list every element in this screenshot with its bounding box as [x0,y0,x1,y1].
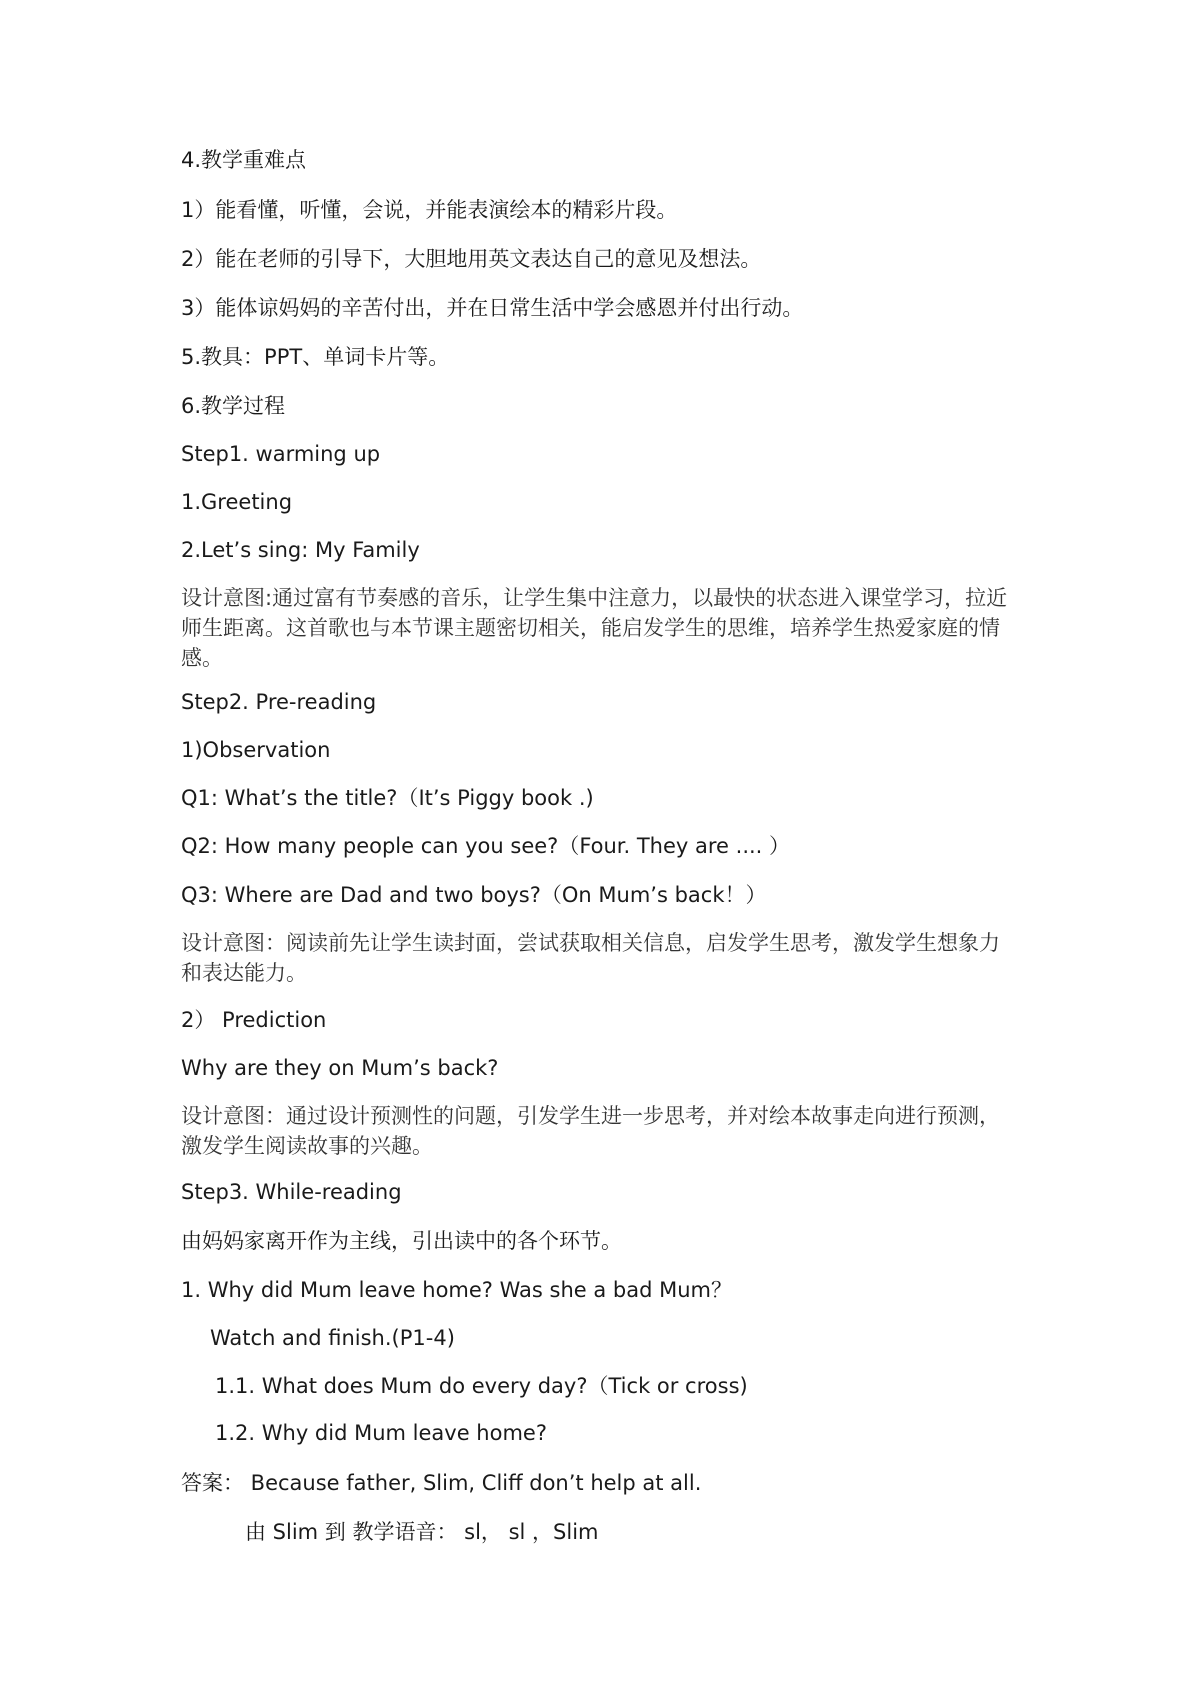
design-intent-3: 设计意图：通过设计预测性的问题，引发学生进一步思考，并对绘本故事走向进行预测，激发学生阅读故事的兴趣。 [181,1104,1000,1158]
step3-heading: Step3. While-reading [181,1180,402,1204]
step3-question-1: 1. Why did Mum leave home? Was she a bad Mum？ [181,1278,733,1302]
question-1: Q1: What’s the title?（It’s Piggy book .) [181,786,594,810]
step2-prediction: 2） Prediction [181,1008,327,1032]
step2-observation: 1)Observation [181,738,331,762]
section-heading-process: 6.教学过程 [181,394,286,418]
phonics-line: 由 Slim 到 教学语音： sl， sl ，Slim [245,1520,599,1544]
design-intent-1: 设计意图:通过富有节奏感的音乐，让学生集中注意力，以最快的状态进入课堂学习，拉近师生距离。这首歌也与本节课主题密切相关，能启发学生的思维，培养学生热爱家庭的情感。 [181,586,1008,670]
section-heading-key-points: 4.教学重难点 [181,148,307,172]
key-point-3: 3）能体谅妈妈的辛苦付出，并在日常生活中学会感恩并付出行动。 [181,296,804,320]
watch-and-finish: Watch and finish.(P1-4) [210,1326,455,1350]
prediction-question: Why are they on Mum’s back? [181,1056,499,1080]
step3-mainline: 由妈妈家离开作为主线，引出读中的各个环节。 [181,1229,622,1253]
step2-heading: Step2. Pre-reading [181,690,377,714]
key-point-1: 1）能看懂，听懂，会说，并能表演绘本的精彩片段。 [181,198,678,222]
sub-question-1-1: 1.1. What does Mum do every day?（Tick or cross) [215,1374,748,1398]
question-3: Q3: Where are Dad and two boys?（On Mum’s back！） [181,883,767,907]
step1-heading: Step1. warming up [181,442,381,466]
sub-question-1-2: 1.2. Why did Mum leave home? [215,1421,547,1445]
teaching-aids: 5.教具：PPT、单词卡片等。 [181,345,450,369]
step1-item-sing: 2.Let’s sing: My Family [181,538,420,562]
step1-item-greeting: 1.Greeting [181,490,293,514]
design-intent-2: 设计意图：阅读前先让学生读封面，尝试获取相关信息，启发学生思考，激发学生想象力和表达能力。 [181,931,1000,985]
question-2: Q2: How many people can you see?（Four. They are .... ） [181,834,791,858]
answer-line: 答案： Because father, Slim, Cliff don’t help at all. [181,1471,702,1495]
key-point-2: 2）能在老师的引导下，大胆地用英文表达自己的意见及想法。 [181,247,762,271]
